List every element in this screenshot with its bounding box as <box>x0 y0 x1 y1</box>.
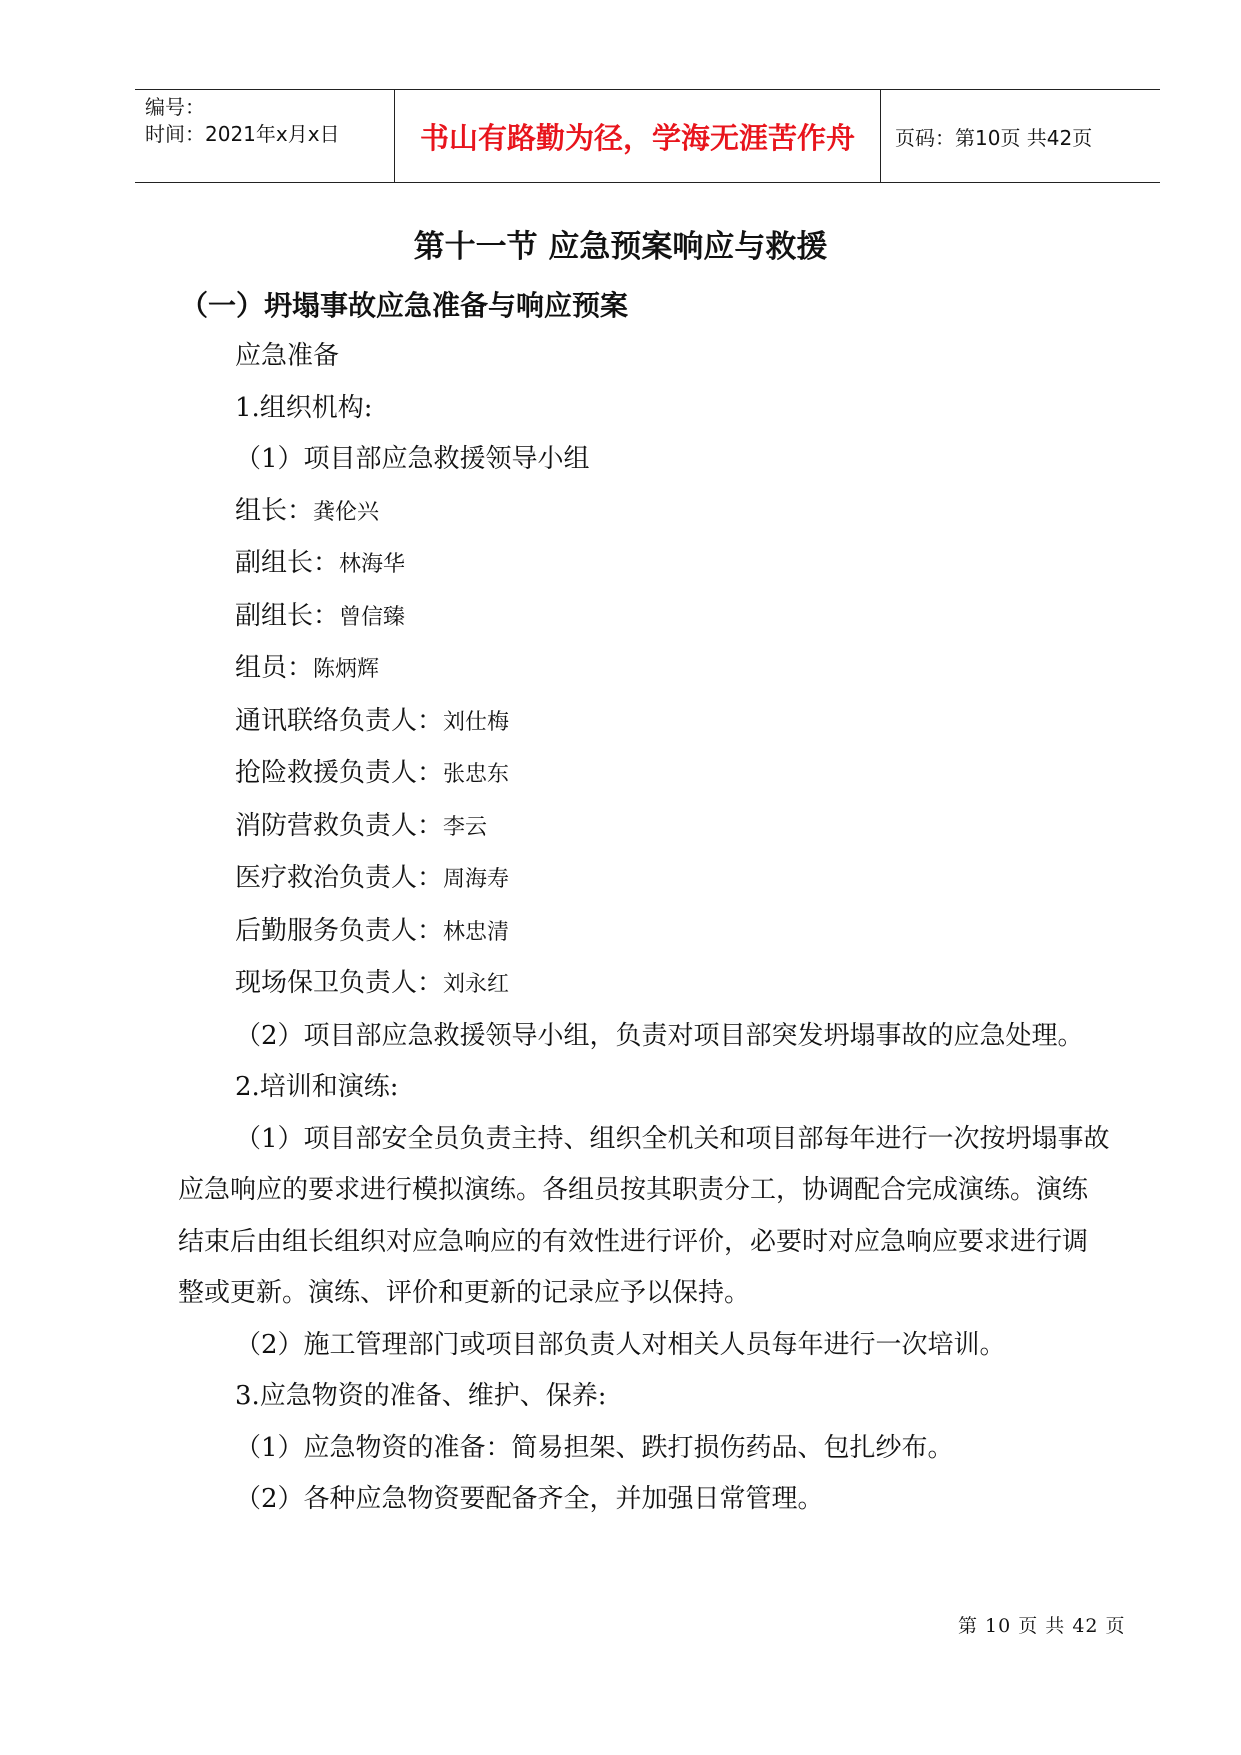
roster-role: 组长： <box>235 495 314 526</box>
roster-name: 刘永红 <box>443 972 510 997</box>
roster-role: 消防营救负责人： <box>235 810 444 841</box>
time-label: 时间：2021年x月x日 <box>145 122 340 146</box>
document-body <box>178 331 1113 1526</box>
header-motto: 书山有路勤为径，学海无涯苦作舟 <box>395 90 881 182</box>
item-1-1: （1）项目部应急救援领导小组 <box>235 444 590 474</box>
roster-row <box>178 748 1113 801</box>
roster-row <box>178 643 1113 696</box>
serial-label: 编号： <box>145 95 205 119</box>
roster-name: 林海华 <box>339 552 406 577</box>
roster-row <box>178 486 1113 539</box>
roster-row <box>178 853 1113 906</box>
roster-role: 现场保卫负责人： <box>235 968 444 998</box>
roster-name: 张忠东 <box>443 762 510 787</box>
roster-row <box>178 958 1113 1011</box>
paragraph-2-2: （2）施工管理部门或项目部负责人对相关人员每年进行一次培训。 <box>235 1329 1006 1360</box>
roster-name: 曾信臻 <box>339 604 406 630</box>
item-1: 1.组织机构: <box>235 392 373 423</box>
page-header <box>135 89 1160 183</box>
roster-name: 陈炳辉 <box>313 657 380 682</box>
roster-row <box>178 538 1113 591</box>
roster-role: 医疗救治负责人： <box>235 863 444 893</box>
roster-row <box>178 801 1113 854</box>
paragraph-1-2: （2）项目部应急救援领导小组，负责对项目部突发坍塌事故的应急处理。 <box>235 1020 1084 1051</box>
header-page-info: 页码：第10页 共42页 <box>895 125 1093 150</box>
subsection-title: （一）坍塌事故应急准备与响应预案 <box>180 289 629 322</box>
roster-role: 后勤服务负责人： <box>235 915 444 946</box>
page-footer: 第 10 页 共 42 页 <box>958 1615 1126 1637</box>
roster-role: 副组长： <box>235 600 340 631</box>
roster-role: 通讯联络负责人： <box>235 705 444 736</box>
roster-name: 刘仕梅 <box>443 709 510 735</box>
roster-name: 周海寿 <box>443 867 510 892</box>
header-meta <box>135 90 395 182</box>
prep-heading: 应急准备 <box>235 341 340 371</box>
roster-role: 副组长： <box>235 548 340 578</box>
item-3: 3.应急物资的准备、维护、保养: <box>235 1381 607 1411</box>
roster-row <box>178 591 1113 644</box>
roster-row <box>178 906 1113 959</box>
paragraph-2-1: （1）项目部安全员负责主持、组织全机关和项目部每年进行一次按坍塌事故应急响应的要求进行模拟演练。各组员按其职责分工，协调配合完成演练。演练结束后由组长组织对应急响应的有效性进行评价，必要时对应急响应要求进行调整或更新。演练、评价和更新的记录应予以保持。 <box>178 1123 1110 1308</box>
roster-role: 组员： <box>235 653 314 683</box>
roster-name: 龚伦兴 <box>313 499 380 525</box>
roster-role: 抢险救援负责人： <box>235 758 444 788</box>
section-title: 第十一节 应急预案响应与救援 <box>413 229 828 265</box>
roster-name: 李云 <box>443 814 488 840</box>
paragraph-3-2: （2）各种应急物资要配备齐全，并加强日常管理。 <box>235 1484 824 1514</box>
paragraph-3-1: （1）应急物资的准备：简易担架、跌打损伤药品、包扎纱布。 <box>235 1432 954 1463</box>
item-2: 2.培训和演练: <box>235 1072 399 1102</box>
roster-name: 林忠清 <box>443 919 510 945</box>
roster-row <box>178 696 1113 749</box>
